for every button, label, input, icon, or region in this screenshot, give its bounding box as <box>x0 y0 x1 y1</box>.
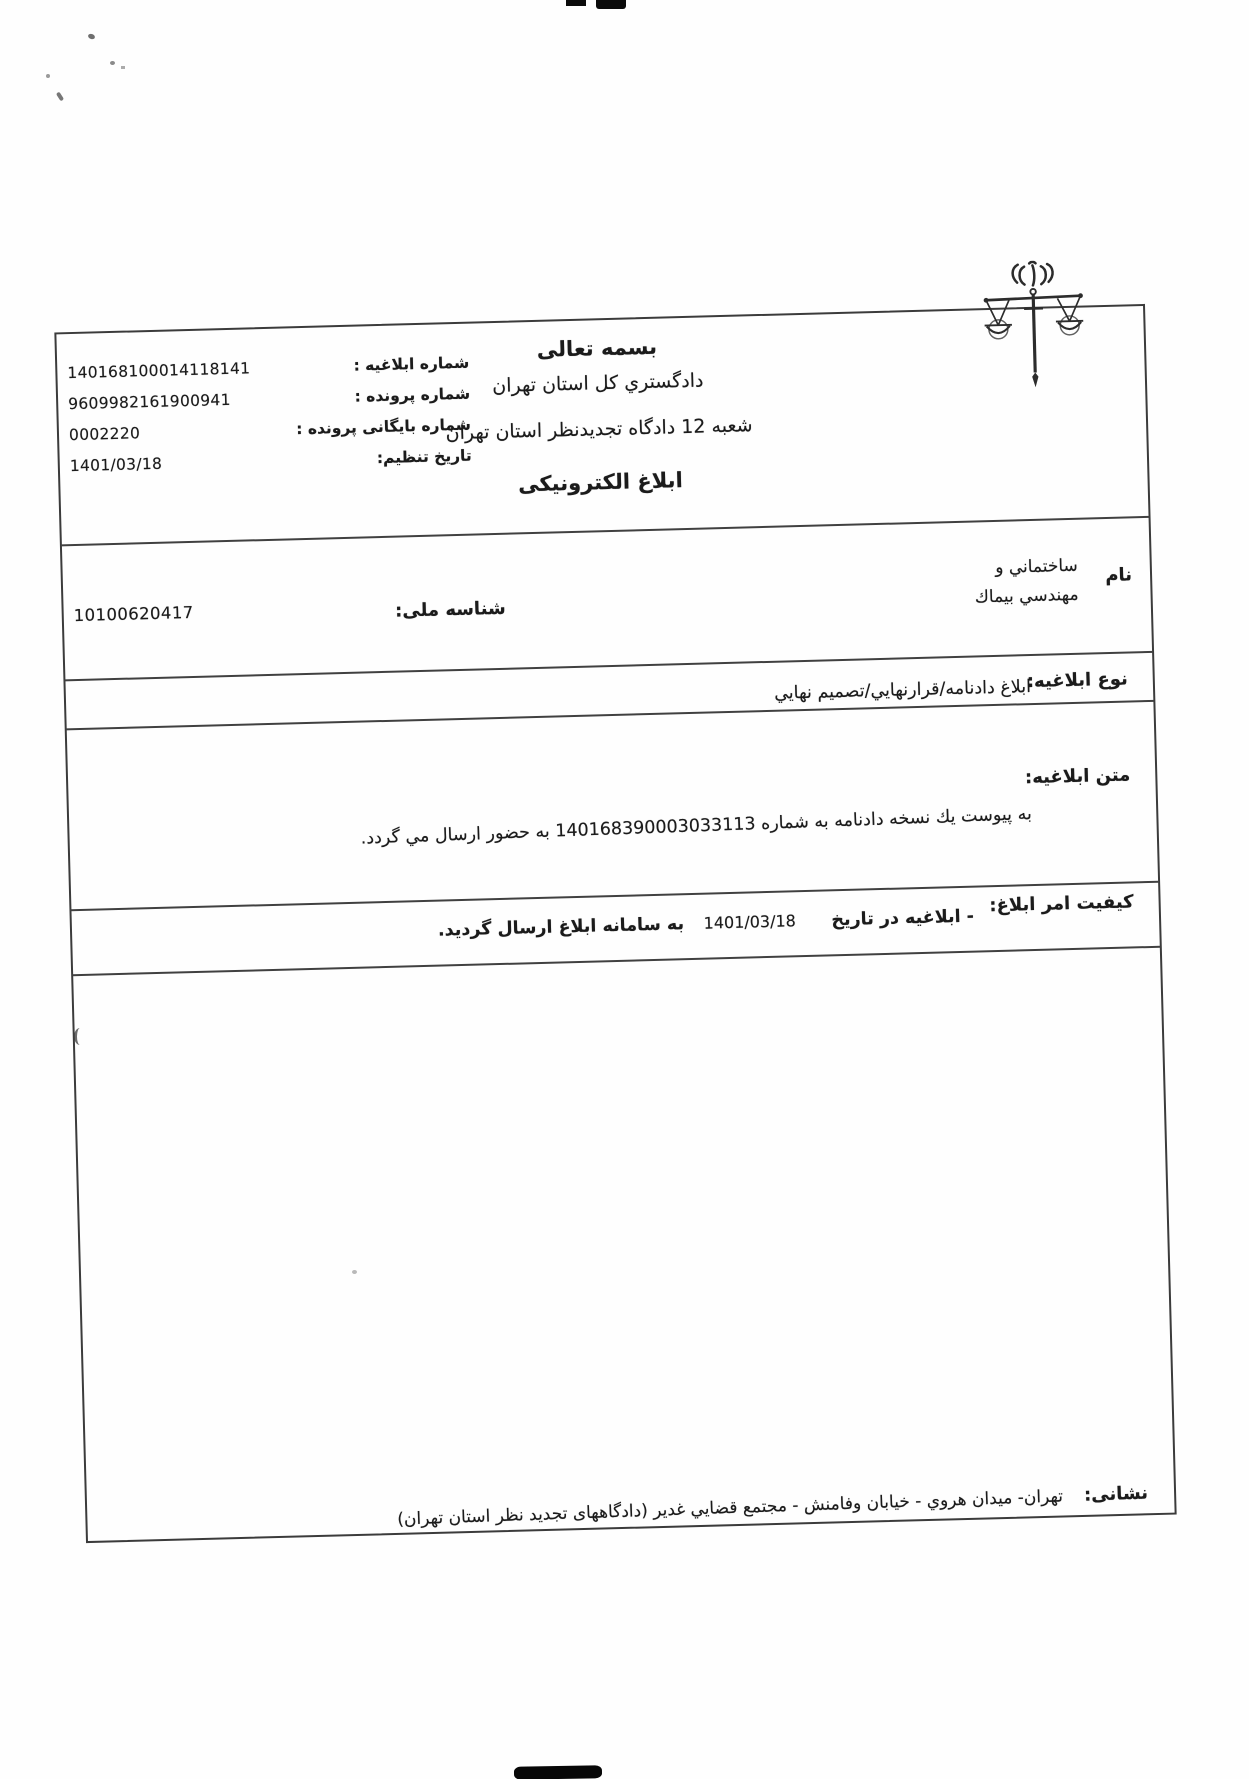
notice-text-body: به پیوست يك نسخه دادنامه به شماره 140168390003033113 به حضور ارسال مي گردد. <box>359 804 1032 849</box>
scan-speck <box>110 61 115 65</box>
document-title: ابلاغ الکترونیکی <box>517 468 684 497</box>
scan-speck <box>87 33 95 40</box>
national-id-value: 10100620417 <box>73 602 194 626</box>
scan-edge-mark <box>566 0 586 6</box>
recipient-name-line2: مهندسي بيماك <box>974 584 1079 608</box>
scan-speck <box>46 74 50 78</box>
national-id-label: شناسه ملی: <box>394 597 506 622</box>
separator-line <box>64 651 1153 682</box>
case-number-value: 9609982161900941 <box>67 390 231 414</box>
issue-date-value: 1401/03/18 <box>69 454 163 476</box>
notice-number-value: 140168100014118141 <box>67 359 251 383</box>
notice-text-label: متن ابلاغیه: <box>1024 764 1131 789</box>
recipient-name-line1: ساختماني و <box>994 555 1079 578</box>
service-status-suffix: به سامانه ابلاغ ارسال گردید. <box>437 914 685 941</box>
court-branch-title: شعبه 12 دادگاه تجدیدنظر استان تهران <box>445 414 753 445</box>
notice-type-value: ابلاغ دادنامه/قرارنهايي/تصميم نهايي <box>773 677 1032 704</box>
scan-pen-mark <box>56 92 64 102</box>
archive-number-label: شماره بایگانی پرونده : <box>295 415 472 439</box>
scan-edge-smudge <box>514 1765 602 1779</box>
separator-line <box>61 516 1150 547</box>
footer-address-row <box>87 1482 1174 1541</box>
service-status-entry <box>438 907 974 941</box>
bismillah-title: بسمه تعالی <box>536 334 658 362</box>
judiciary-org-title: دادگستري کل استان تهران <box>491 369 704 398</box>
notice-type-label: نوع ابلاغیه: <box>1026 668 1129 693</box>
case-number-label: شماره پرونده : <box>354 384 471 406</box>
separator-line <box>72 946 1161 977</box>
service-status-label: کیفیت امر ابلاغ: <box>989 891 1134 917</box>
archive-number-value: 0002220 <box>68 424 141 445</box>
service-status-prefix: - ابلاغیه در تاریخ <box>831 906 975 931</box>
address-value: تهران- میدان هروي - خیابان وفامنش - مجتمع قضایي غدیر (دادگاههای تجدید نظر استان تهران) <box>397 1486 1064 1530</box>
scan-speck <box>121 66 125 69</box>
address-label: نشانی: <box>1083 1482 1149 1506</box>
header-titles <box>377 331 821 500</box>
service-status-date: 1401/03/18 <box>703 911 797 933</box>
scan-edge-mark <box>596 0 626 9</box>
recipient-name-value <box>907 552 1078 614</box>
notice-number-label: شماره ابلاغیه : <box>353 353 470 375</box>
separator-line <box>66 700 1155 731</box>
recipient-name-label: نام <box>1105 564 1133 587</box>
judiciary-scales-emblem-icon <box>980 259 1088 394</box>
issue-date-label: تاریخ تنظیم: <box>376 446 472 468</box>
notice-document-frame <box>54 304 1176 1543</box>
